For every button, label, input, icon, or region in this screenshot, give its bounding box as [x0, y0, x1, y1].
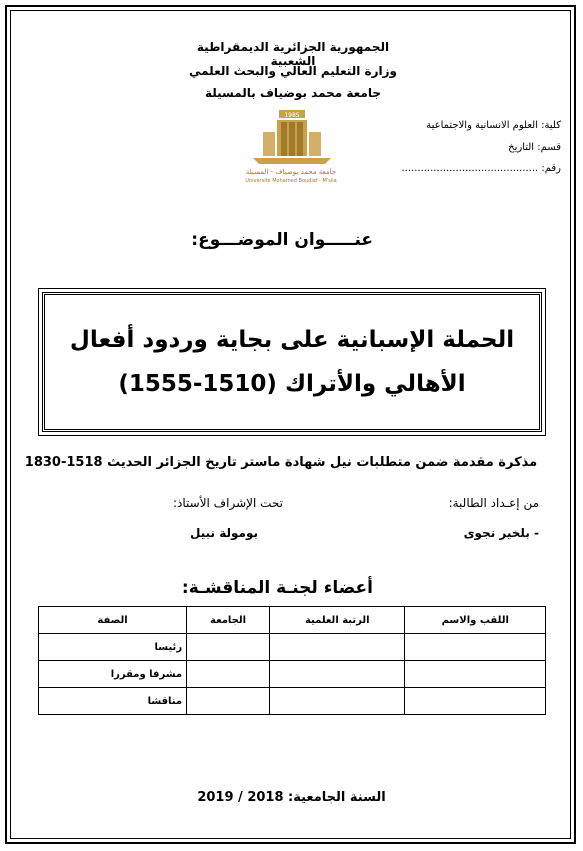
title-box: [42, 292, 542, 432]
ministry-header: وزارة التعليم العالي والبحث العلمي: [188, 64, 398, 78]
logo-name-fr: Université Mohamed Boudiaf - M'sila: [245, 178, 337, 184]
republic-header: الجمهورية الجزائرية الديمقراطية الشعبية: [196, 40, 390, 68]
header-role: الصفة: [39, 607, 187, 634]
committee-label: أعضاء لجنـة المناقشـة:: [181, 578, 373, 598]
cell-university: [187, 661, 270, 688]
cell-role-president: رئيسا: [39, 634, 187, 661]
supervisor-name: بومولة نبيل: [190, 526, 258, 540]
cell-rank: [270, 634, 405, 661]
thesis-title-line2: الأهالي والأتراك (1510-1555): [118, 371, 466, 397]
cell-role-supervisor: مشرفا ومقررا: [39, 661, 187, 688]
jury-row: [39, 661, 546, 688]
student-name: - بلخير نجوى: [463, 526, 539, 540]
academic-year: السنة الجامعية: 2018 / 2019: [197, 790, 386, 805]
header-rank: الرتبة العلمية: [270, 607, 405, 634]
cell-name: [405, 634, 546, 661]
logo-name-ar: جامعة محمد بوضياف - المسيلة: [245, 168, 337, 176]
cell-rank: [270, 688, 405, 715]
cell-role-examiner: مناقشا: [39, 688, 187, 715]
cell-university: [187, 634, 270, 661]
thesis-title-line1: الحملة الإسبانية على بجاية وردود أفعال: [69, 327, 515, 353]
university-logo: [239, 108, 343, 186]
topic-label: عنـــــوان الموضـــوع:: [191, 230, 373, 250]
header-university: الجامعة: [187, 607, 270, 634]
number-line: رقم: ...........................................: [401, 163, 561, 174]
cell-name: [405, 661, 546, 688]
jury-row: [39, 634, 546, 661]
faculty-line: كلية: العلوم الانسانية والاجتماعية: [426, 120, 561, 131]
jury-table: [38, 606, 546, 715]
cell-university: [187, 688, 270, 715]
jury-row: [39, 688, 546, 715]
header-name: اللقب والاسم: [405, 607, 546, 634]
student-label: من إعـداد الطالبة:: [448, 496, 539, 510]
supervisor-label: تحت الإشراف الأستاذ:: [172, 496, 283, 510]
cell-rank: [270, 661, 405, 688]
jury-header-row: [39, 607, 546, 634]
university-header: جامعة محمد بوضياف بالمسيلة: [204, 86, 382, 100]
memo-statement: مذكرة مقدمة ضمن متطلبات نيل شهادة ماستر تاريخ الجزائر الحديث 1518-1830: [24, 455, 538, 470]
cell-name: [405, 688, 546, 715]
department-line: قسم: التاريخ: [508, 142, 561, 153]
logo-year: 1985: [284, 112, 300, 119]
